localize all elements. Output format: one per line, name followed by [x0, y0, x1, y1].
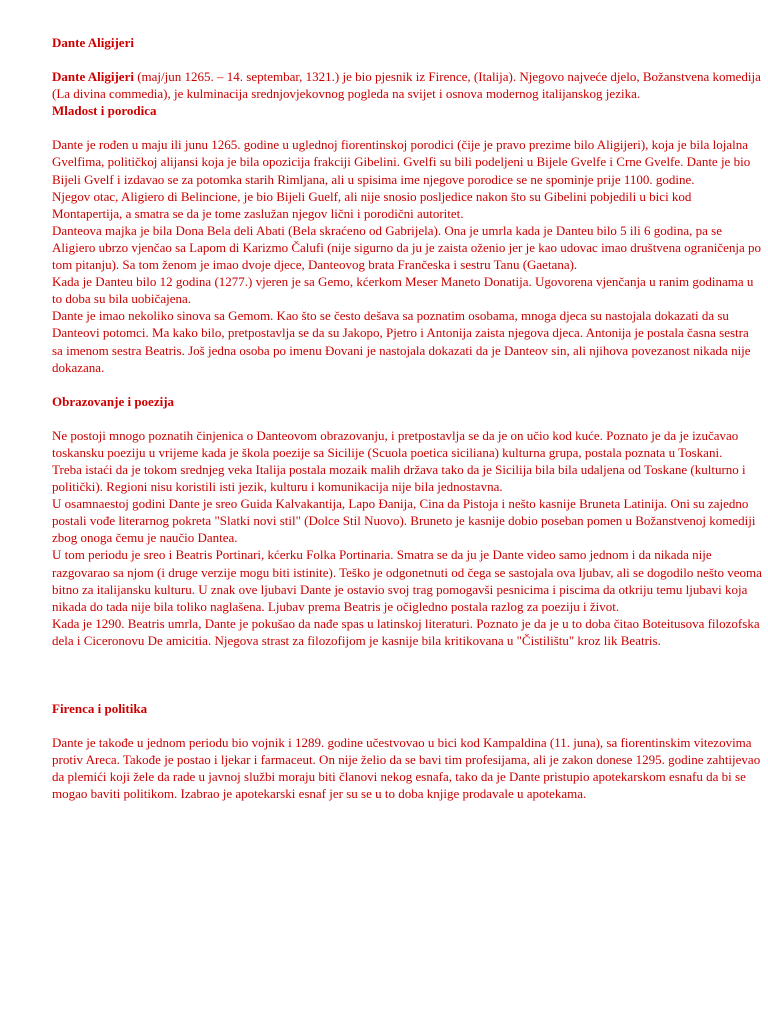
- section-2-paragraph-3: U osamnaestoj godini Dante je sreo Guida Kalvakantija, Lapo Đanija, Cina da Pistoja i nešto kasnije Bruneta Latinija. Oni su zajedno postali vođe literarnog pokreta "Slatki novi stil" (Dolce Stil Nuovo). Bruneto je kasnije dobio poseban pomen u Božanstvenoj komediji zbog onoga čemu je naučio Dantea.: [52, 496, 756, 546]
- section-1-paragraph-4: Kada je Danteu bilo 12 godina (1277.) vjeren je sa Gemo, kćerkom Meser Maneto Donatija. Ugovorena vjenčanja u ranim godinama u to doba su bila uobičajena.: [52, 274, 754, 307]
- section-2-paragraph-4: U tom periodu je sreo i Beatris Portinari, kćerku Folka Portinaria. Smatra se da ju je Dante video samo jednom i da nikada nije razgovarao sa njom (i druge verzije mogu biti istinite). Teško je odgonetnuti od čega se sastojala ova ljubav, ali se dogodilo nešto veoma bitno za italijansku kulturu. U znak ove ljubavi Dante je ostavio svoj trag pomogavši pesnicima i piscima da otkriju temu ljubavi koja nikada do tada nije bila toliko naglašena. Ljubav prema Beatris je očigledno postala razlog za poeziju i život.: [52, 547, 762, 614]
- section-1-paragraph-2: Njegov otac, Aligiero di Belincione, je bio Bijeli Guelf, ali nije snosio posljedice nakon što su Gibelini pobjedili u bici kod Montapertija, a smatra se da je tome zaslužan njegov lični i porodični autoritet.: [52, 188, 692, 221]
- spacer: [52, 376, 762, 393]
- section-1-paragraph-3: Danteova majka je bila Dona Bela deli Abati (Bela skraćeno od Gabrijela). Ona je umrla kada je Danteu bilo 5 ili 6 godina, pa se Aligiero ubrzo vjenčao sa Lapom di Karizmo Čalufi (nije sigurno da ju je zaista oženio jer je kao udovac imao društvena ograničenja po tom pitanju). Sa tom ženom je imao dvoje djece, Danteovog brata Frančeska i sestru Tanu (Gaetana).: [52, 222, 761, 273]
- intro-lead: Dante Aligijeri: [52, 69, 134, 85]
- document-title: Dante Aligijeri: [52, 35, 134, 50]
- section-2-paragraph-2: Treba istaći da je tokom srednjeg veka Italija postala mozaik malih država tako da je Sicilija bila bila udaljena od Toskane (kulturno i politički). Regioni nisu koristili isti jezik, kulturu i komunikacija nije bila jednostavna.: [52, 461, 746, 495]
- intro-text: (maj/jun 1265. – 14. septembar, 1321.) je bio pjesnik iz Firence, (Italija). Njegovo najveće djelo, Božanstvena komedija (La divina commedia), je kulminacija srednjovjekovnog pogleda na svijet i osnova modernog italijanskog jezika.: [52, 69, 761, 102]
- section-1-paragraph-1: Dante je rođen u maju ili junu 1265. godine u uglednoj fiorentinskoj porodici (čije je pravo prezime bilo Aligijeri), koja je bila lojalna Gvelfima, političkoj alijansi koja je bila opozicija frakciji Gibelini. Gvelfi su bili podeljeni u Bijele Gvelfe i Crne Gvelfe. Dante je bio Bijeli Gvelf i izdavao se za potomka starih Rimljana, ali u spisima ime njegove porodice se ne spominje prije 1100. godine.: [52, 137, 751, 187]
- intro-paragraph: [52, 68, 762, 102]
- section-3-paragraph-1: Dante je takođe u jednom periodu bio vojnik i 1289. godine učestvovao u bici kod Kampaldina (11. juna), sa fiorentinskim vitezovima protiv Areca. Takođe je postao i ljekar i farmaceut. On nije želio da se bavi tim profesijama, ali je zakon donese 1295. godine zahtijevao da plemići koji žele da rade u javnoj službi moraju biti članovi nekog esnafa, tako da je Dante pristupio apotekarskom esnafu da bi se mogao baviti politikom. Izabrao je apotekarski esnaf jer su se u to doba knjige prodavale u apotekama.: [52, 735, 761, 802]
- section-heading-obrazovanje: Obrazovanje i poezija: [52, 393, 175, 409]
- section-2-paragraph-5: Kada je 1290. Beatris umrla, Dante je pokušao da nađe spas u latinskoj literaturi. Poznato je da je u to doba čitao Boteitusova filozofska dela i Ciceronovu De amicitia. Njegova strast za filozofijom je kasnije bila kritikovana u "Čistilištu" kroz lik Beatris.: [52, 615, 760, 648]
- spacer: [52, 119, 762, 136]
- section-2-paragraph-1: Ne postoji mnogo poznatih činjenica o Danteovom obrazovanju, i pretpostavlja se da je on učio kod kuće. Poznato je da je izučavao toskansku poeziju u vrijeme kada je škola poezije sa Sicilije (Scuola poetica siciliana) kulturna grupa, postala poznata u Toskani.: [52, 427, 739, 460]
- section-heading-mladost: Mladost i porodica: [52, 103, 157, 119]
- spacer: [52, 410, 762, 427]
- spacer: [52, 51, 762, 68]
- spacer: [52, 649, 762, 700]
- section-heading-firenca: Firenca i politika: [52, 701, 148, 716]
- section-1-paragraph-5: Dante je imao nekoliko sinova sa Gemom. Kao što se često dešava sa poznatim osobama, mnoga djeca su nastojala dokazati da su Danteovi potomci. Ma kako bilo, pretpostavlja se da su Jakopo, Pjetro i Antonija zaista njegova djeca. Antonija je postala časna sestra sa imenom sestra Beatris. Još jedna osoba po imenu Đovani je nastojala dokazati da je Danteov sin, ali njihova povezanost nikada nije dokazana.: [52, 308, 751, 375]
- spacer: [52, 717, 762, 734]
- document-page: [52, 34, 762, 802]
